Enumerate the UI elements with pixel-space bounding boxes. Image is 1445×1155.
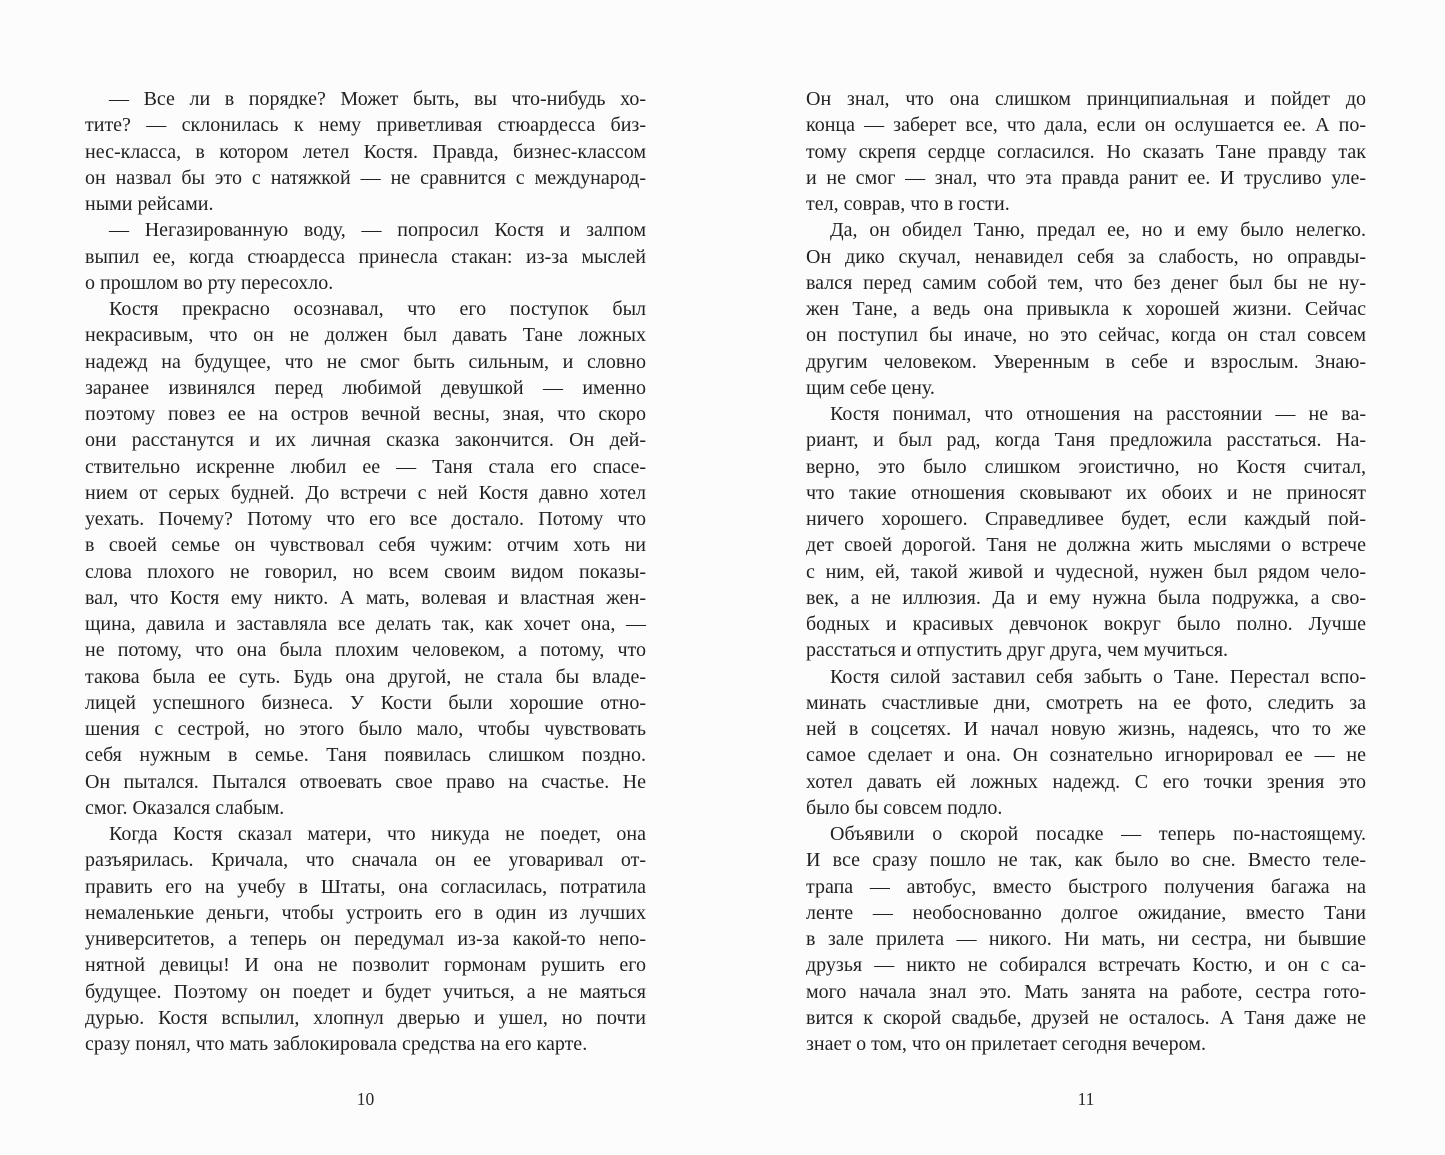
text-line: разъярилась. Кричала, что сначала он ее уговаривал от- <box>85 849 646 872</box>
text-line: нятной девицы! И она не позволит гормонам рушить его <box>85 954 646 977</box>
text-line: Он пытался. Пытался отвоевать свое право на счастье. Не <box>85 770 646 793</box>
text-line: конца — заберет все, что дала, если он ослушается ее. А по- <box>806 114 1366 137</box>
text-line: не потому, что она была плохим человеком, а потому, что <box>85 639 646 662</box>
text-line: ничего хорошего. Справедливее будет, если каждый пой- <box>806 508 1366 530</box>
text-line: он поступил бы иначе, но это сейчас, когда он стал совсем <box>806 324 1366 347</box>
text-line: самое сделает и она. Он сознательно игнорировал ее — не <box>806 744 1366 767</box>
text-line: тите? — склонилась к нему приветливая стюардесса биз- <box>85 114 646 137</box>
text-line: университетов, а теперь он передумал из-за какой-то непо- <box>85 928 646 950</box>
text-line: трапа — автобус, вместо быстрого получения багажа на <box>806 875 1366 898</box>
text-line: в своей семье он чувствовал себя чужим: отчим хоть ни <box>85 534 646 557</box>
text-line: мого начала знал это. Мать занята на работе, сестра гото- <box>806 980 1366 1003</box>
text-line: вался перед самим собой тем, что без денег был бы не ну- <box>806 271 1366 294</box>
text-line: Костя силой заставил себя забыть о Тане. Перестал вспо- <box>830 665 1366 688</box>
text-line: править его на учебу в Штаты, она согласилась, потратила <box>85 875 646 898</box>
text-line: с ним, ей, такой живой и чудесной, нужен был рядом чело- <box>806 560 1366 583</box>
text-line: вится к скорой свадьбе, друзей не осталось. А Таня даже не <box>806 1006 1366 1029</box>
text-line: жен Тане, а ведь она привыкла к хорошей жизни. Сейчас <box>806 298 1366 320</box>
text-line: Да, он обидел Таню, предал ее, но и ему было нелегко. <box>830 219 1366 242</box>
text-line: Он знал, что она слишком принципиальная и пойдет до <box>806 88 1366 110</box>
page-left-text-column <box>85 86 646 1057</box>
text-line: в зале прилета — никого. Ни мать, ни сестра, ни бывшие <box>806 928 1366 950</box>
text-line: хотел давать ей ложных надежд. С его точки зрения это <box>806 770 1366 793</box>
text-line: немаленькие деньги, чтобы устроить его в один из лучших <box>85 901 646 924</box>
text-line: нес-класса, в котором летел Костя. Правда, бизнес-классом <box>85 140 646 163</box>
text-line: некрасивым, что он не должен был давать Тане ложных <box>85 324 646 347</box>
text-line: и не смог — знал, что эта правда ранит ее. И трусливо уле- <box>806 166 1366 189</box>
text-line: тому скрепя сердце согласился. Но сказать Тане правду так <box>806 140 1366 163</box>
text-line: щим себе цену. <box>806 376 935 399</box>
page-number-right: 11 <box>1077 1089 1095 1109</box>
text-line: Костя прекрасно осознавал, что его поступок был <box>109 298 646 320</box>
text-line: ленте — необоснованно долгое ожидание, вместо Тани <box>806 901 1366 924</box>
text-line: друзья — никто не собирался встречать Костю, и он с са- <box>806 954 1366 977</box>
text-line: такова была ее суть. Будь она другой, не стала бы владе- <box>85 665 646 688</box>
text-line: другим человеком. Уверенным в себе и взрослым. Знаю- <box>806 350 1366 373</box>
text-line: поэтому повез ее на остров вечной весны, зная, что скоро <box>85 403 646 425</box>
text-line: они расстанутся и их личная сказка закончится. Он дей- <box>85 429 646 452</box>
page-number-left: 10 <box>356 1089 375 1109</box>
text-line: риант, и был рад, когда Таня предложила расстаться. На- <box>806 429 1366 452</box>
text-line: ными рейсами. <box>85 193 214 215</box>
text-line: себя нужным в семье. Таня появилась слишком поздно. <box>85 744 646 767</box>
text-line: Костя понимал, что отношения на расстоянии — не ва- <box>830 403 1366 425</box>
text-line: ствительно искренне любил ее — Таня стала его спасе- <box>85 455 646 478</box>
text-line: верно, это было слишком эгоистично, но Костя считал, <box>806 455 1366 478</box>
text-line: лицей успешного бизнеса. У Кости были хорошие отно- <box>85 691 646 714</box>
text-line: было бы совсем подло. <box>806 796 1003 819</box>
text-line: тел, соврав, что в гости. <box>806 193 1010 215</box>
text-line: будущее. Поэтому он поедет и будет учиться, а не маяться <box>85 980 646 1003</box>
text-line: что такие отношения сковывают их обоих и не приносят <box>806 481 1366 504</box>
text-line: И все сразу пошло не так, как было во сне. Вместо теле- <box>806 849 1366 872</box>
text-line: щина, давила и заставляла все делать так, как хочет она, — <box>85 613 646 635</box>
text-line: смог. Оказался слабым. <box>85 796 285 819</box>
text-line: дет своей дорогой. Таня не должна жить мыслями о встрече <box>806 534 1366 557</box>
text-line: — Все ли в порядке? Может быть, вы что-нибудь хо- <box>109 88 646 110</box>
text-line: надежд на будущее, что не смог быть сильным, и словно <box>85 350 646 373</box>
text-line: выпил ее, когда стюардесса принесла стакан: из-за мыслей <box>85 245 646 268</box>
text-line: бодных и красивых девчонок вокруг было полно. Лучше <box>806 613 1366 635</box>
text-line: заранее извинялся перед любимой девушкой — именно <box>85 376 646 399</box>
text-line: шения с сестрой, но этого было мало, чтобы чувствовать <box>85 718 646 740</box>
text-line: век, а не иллюзия. Да и ему нужна была подружка, а сво- <box>806 586 1366 609</box>
text-line: Объявили о скорой посадке — теперь по-настоящему. <box>830 823 1366 845</box>
text-line: он назвал бы это с натяжкой — не сравнится с международ- <box>85 166 646 189</box>
text-line: ней в соцсетях. И начал новую жизнь, надеясь, что то же <box>806 718 1366 740</box>
page-right-text-column <box>806 86 1366 1057</box>
text-line: слова плохого не говорил, но всем своим видом показы- <box>85 560 646 583</box>
text-line: уехать. Почему? Потому что его все достало. Потому что <box>85 508 646 530</box>
text-line: сразу понял, что мать заблокировала средства на его карте. <box>85 1033 588 1055</box>
text-line: минать счастливые дни, смотреть на ее фото, следить за <box>806 691 1366 714</box>
text-line: Когда Костя сказал матери, что никуда не поедет, она <box>109 823 646 845</box>
text-line: Он дико скучал, ненавидел себя за слабость, но оправды- <box>806 245 1366 268</box>
text-line: вал, что Костя ему никто. А мать, волевая и властная жен- <box>85 586 646 609</box>
text-line: расстаться и отпустить друг друга, чем мучиться. <box>806 639 1229 662</box>
text-line: нием от серых будней. До встречи с ней Костя давно хотел <box>85 481 646 504</box>
text-line: — Негазированную воду, — попросил Костя и залпом <box>109 219 646 242</box>
text-line: знает о том, что он прилетает сегодня вечером. <box>806 1033 1206 1055</box>
text-line: о прошлом во рту пересохло. <box>85 271 334 294</box>
text-line: дурью. Костя вспылил, хлопнул дверью и ушел, но почти <box>85 1006 646 1029</box>
